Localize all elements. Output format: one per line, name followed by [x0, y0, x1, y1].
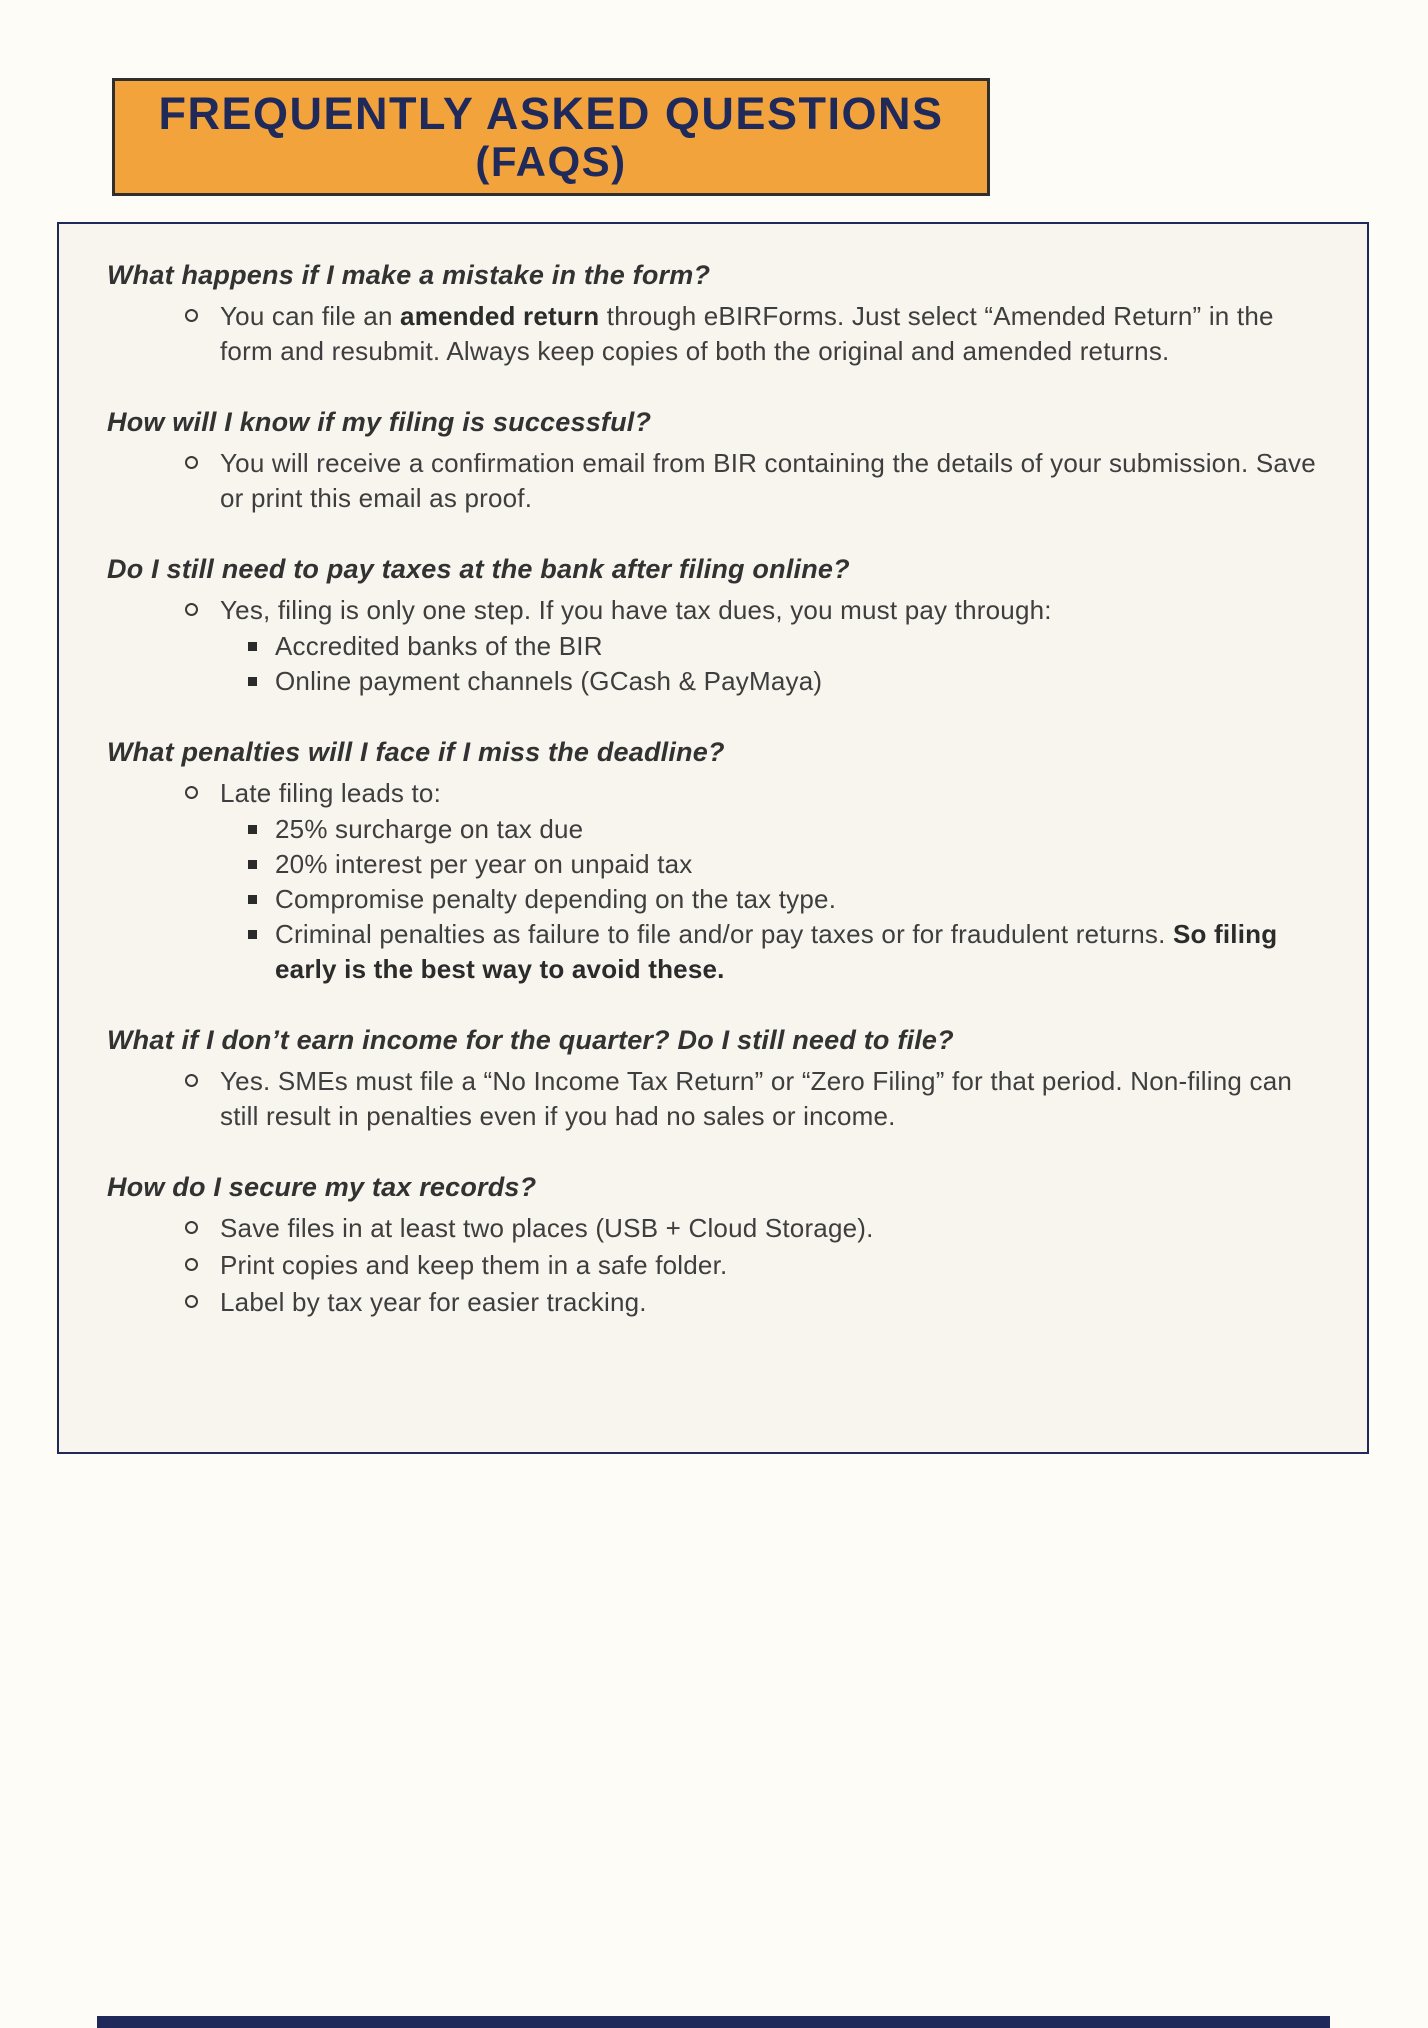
- faq-content-box: [57, 222, 1369, 1454]
- square-bullet-icon: [248, 677, 257, 686]
- faq-sub-bullet: [248, 917, 1319, 987]
- text-segment: Criminal penalties as failure to file and/or pay taxes or for fraudulent returns.: [275, 919, 1173, 949]
- faq-question: What if I don’t earn income for the quarter? Do I still need to file?: [107, 1025, 954, 1055]
- faq-question: What happens if I make a mistake in the form?: [107, 260, 711, 290]
- bullet-body: [220, 1248, 1319, 1283]
- faq-question: How will I know if my filing is successful?: [107, 407, 652, 437]
- faq-answer-bullet: [185, 1064, 1319, 1134]
- text-segment: Online payment channels (GCash & PayMaya): [275, 666, 823, 696]
- footer-bar: [97, 2016, 1330, 2028]
- faq-question: What penalties will I face if I miss the deadline?: [107, 737, 725, 767]
- text-segment: through eBIRForms. Just select “Amended Return” in the form and resubmit. Always keep copies of both the original and amended returns.: [220, 301, 1274, 366]
- faq-item: [107, 1023, 1319, 1134]
- text-segment: 20% interest per year on unpaid tax: [275, 849, 693, 879]
- faq-question: How do I secure my tax records?: [107, 1172, 537, 1202]
- faq-sub-bullet: [248, 664, 1319, 699]
- faq-answer-list: [185, 593, 1319, 699]
- faq-sub-list: [248, 629, 1319, 699]
- text-segment: Save files in at least two places (USB + Cloud Storage).: [220, 1213, 874, 1243]
- bullet-body: [220, 299, 1319, 369]
- faq-answer-bullet: [185, 776, 1319, 987]
- text-segment: Yes, filing is only one step. If you have tax dues, you must pay through:: [220, 595, 1052, 625]
- faq-answer-list: [185, 446, 1319, 516]
- bullet-text: [220, 1064, 1319, 1134]
- faq-answer-list: [185, 776, 1319, 987]
- square-bullet-icon: [248, 930, 257, 939]
- bullet-text: [275, 882, 836, 917]
- circle-bullet-icon: [185, 1295, 198, 1308]
- faq-answer-list: [185, 1064, 1319, 1134]
- faq-sub-bullet: [248, 847, 1319, 882]
- faq-answer-bullet: [185, 1211, 1319, 1246]
- faq-sub-bullet: [248, 812, 1319, 847]
- circle-bullet-icon: [185, 1221, 198, 1234]
- faq-item: [107, 405, 1319, 516]
- page-subtitle: (FAQS): [475, 138, 627, 185]
- faq-item: [107, 258, 1319, 369]
- circle-bullet-icon: [185, 603, 198, 616]
- bullet-text: [220, 776, 1319, 811]
- faq-question: Do I still need to pay taxes at the bank after filing online?: [107, 554, 850, 584]
- bullet-text: [275, 917, 1319, 987]
- page-title-banner: [112, 78, 990, 196]
- bullet-text: [275, 812, 583, 847]
- bullet-body: [220, 1285, 1319, 1320]
- faq-sub-list: [248, 812, 1319, 987]
- bullet-text: [220, 593, 1319, 628]
- circle-bullet-icon: [185, 1074, 198, 1087]
- faq-list: [107, 258, 1319, 1320]
- faq-answer-list: [185, 1211, 1319, 1320]
- text-segment: Late filing leads to:: [220, 778, 442, 808]
- text-segment: 25% surcharge on tax due: [275, 814, 584, 844]
- square-bullet-icon: [248, 642, 257, 651]
- faq-item: [107, 1170, 1319, 1320]
- faq-answer-bullet: [185, 1248, 1319, 1283]
- bullet-text: [275, 629, 603, 664]
- square-bullet-icon: [248, 860, 257, 869]
- circle-bullet-icon: [185, 786, 198, 799]
- bullet-text: [220, 446, 1319, 516]
- text-segment: Label by tax year for easier tracking.: [220, 1287, 647, 1317]
- text-segment: amended return: [400, 301, 600, 331]
- faq-item: [107, 735, 1319, 987]
- square-bullet-icon: [248, 825, 257, 834]
- circle-bullet-icon: [185, 1258, 198, 1271]
- faq-answer-bullet: [185, 446, 1319, 516]
- faq-answer-list: [185, 299, 1319, 369]
- bullet-body: [220, 776, 1319, 987]
- faq-answer-bullet: [185, 593, 1319, 699]
- circle-bullet-icon: [185, 309, 198, 322]
- text-segment: You can file an: [220, 301, 401, 331]
- circle-bullet-icon: [185, 456, 198, 469]
- faq-answer-bullet: [185, 1285, 1319, 1320]
- faq-sub-bullet: [248, 882, 1319, 917]
- faq-answer-bullet: [185, 299, 1319, 369]
- square-bullet-icon: [248, 895, 257, 904]
- faq-item: [107, 552, 1319, 699]
- page-title: FREQUENTLY ASKED QUESTIONS: [158, 88, 944, 139]
- bullet-text: [220, 1211, 1319, 1246]
- faq-sub-bullet: [248, 629, 1319, 664]
- bullet-text: [220, 1285, 1319, 1320]
- text-segment: So filing early is the best way to avoid these.: [275, 919, 1278, 984]
- text-segment: You will receive a confirmation email from BIR containing the details of your submission. Save or print this email as proof.: [220, 448, 1316, 513]
- text-segment: Compromise penalty depending on the tax type.: [275, 884, 837, 914]
- text-segment: Print copies and keep them in a safe folder.: [220, 1250, 728, 1280]
- bullet-text: [275, 664, 822, 699]
- bullet-body: [220, 446, 1319, 516]
- bullet-body: [220, 593, 1319, 699]
- bullet-body: [220, 1211, 1319, 1246]
- bullet-text: [220, 299, 1319, 369]
- bullet-text: [220, 1248, 1319, 1283]
- bullet-text: [275, 847, 692, 882]
- text-segment: Accredited banks of the BIR: [275, 631, 603, 661]
- bullet-body: [220, 1064, 1319, 1134]
- text-segment: Yes. SMEs must file a “No Income Tax Return” or “Zero Filing” for that period. Non-filing can still result in penalties even if you had no sales or income.: [220, 1066, 1293, 1131]
